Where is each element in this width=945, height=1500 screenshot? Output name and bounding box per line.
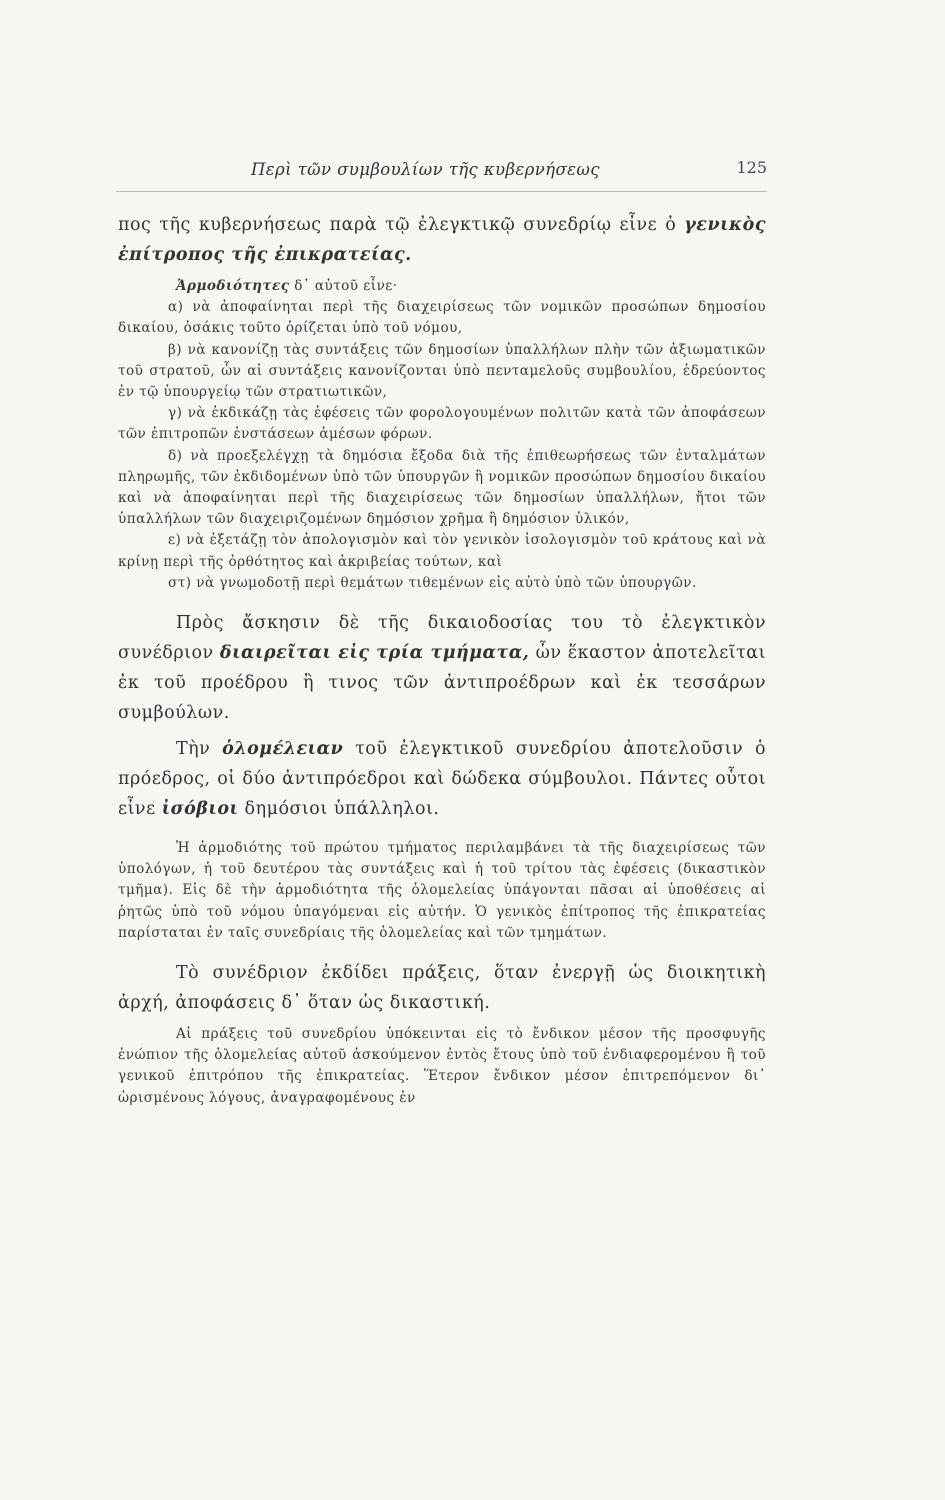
running-title: Περὶ τῶν συμβουλίων τῆς κυβερνήσεως [251,160,600,179]
emphasis-lifelong: ἰσόβιοι [161,799,239,820]
text-run: πος τῆς κυβερνήσεως παρὰ τῷ ἐλεγκτικῷ συνεδρίῳ εἶνε ὁ [118,215,685,235]
list-item-b: β) νὰ κανονίζῃ τὰς συντάξεις τῶν δημοσίων ὑπαλλήλων πλὴν τῶν ἀξιωματικῶν τοῦ στρατοῦ, ὧν αἱ συντάξεις κανονίζονται ὑπὸ πενταμελοῦς συμβουλίου, ἑδρεύοντος ἐν τῷ ὑπουργείῳ τῶν στρατιωτικῶν, [118,341,766,401]
text-run: δ᾽ αὐτοῦ εἶνε· [289,278,398,294]
heading-competences: Ἁρμοδιότητες [176,278,290,294]
paragraph-jurisdiction: Ἡ ἁρμοδιότης τοῦ πρώτου τμήματος περιλαμβάνει τὰ τῆς διαχειρίσεως τῶν ὑπολόγων, ἡ τοῦ δευτέρου τὰς συντάξεις καὶ ἡ τοῦ τρίτου τὰς ἐφέσεις (δικαστικὸν τμῆμα). Εἰς δὲ τὴν ἁρμοδιότητα τῆς ὁλομελείας ὑπάγονται πᾶσαι αἱ ὑποθέσεις αἱ ῥητῶς ὑπὸ τοῦ νόμου ὑπαγόμεναι εἰς αὐτήν. Ὁ γενικὸς ἐπίτροπος τῆς ἐπικρατείας παρίσταται ἐν ταῖς συνεδρίαις τῆς ὁλομελείας καὶ τῶν τμημάτων. [118,840,766,941]
emphasis-general-commissioner: γενικὸς ἐπίτροπος τῆς ἐπικρατείας. [118,215,766,265]
text-run: Τὴν [176,739,223,760]
emphasis-three-sections: διαιρεῖται εἰς τρία τμήματα, [219,643,530,664]
emphasis-plenary: ὁλομέλειαν [222,739,344,760]
list-item-d: δ) νὰ προεξελέγχῃ τὰ δημόσια ἔξοδα διὰ τῆς ἐπιθεωρήσεως τῶν ἐνταλμάτων πληρωμῆς, τῶν ἐκδιδομένων ὑπὸ τῶν ὑπουργῶν ἢ νομικῶν προσώπων δημοσίου δικαίου καὶ νὰ ἀποφαίνηται περὶ τῆς διαχειρίσεως τῶν δημοσίων ὑπαλλήλων, ἤτοι τῶν ὑπαλλήλων τῶν διαχειριζομένων δημόσιον χρῆμα ἢ δημόσιον ὑλικόν, [118,447,766,528]
list-item-a: α) νὰ ἀποφαίνηται περὶ τῆς διαχειρίσεως τῶν νομικῶν προσώπων δημοσίου δικαίου, ὁσάκις τοῦτο ὁρίζεται ὑπὸ τοῦ νόμου, [118,299,766,337]
list-item-e: ε) νὰ ἐξετάζῃ τὸν ἀπολογισμὸν καὶ τὸν γενικὸν ἰσολογισμὸν τοῦ κράτους καὶ νὰ κρίνῃ περὶ τῆς ὀρθότητος καὶ ἀκριβείας τούτων, καὶ [118,532,766,570]
page-header [116,158,767,192]
text-run: τοῦ ἐλεγκτικοῦ συνεδρίου ἀποτελοῦσιν ὁ πρόεδρος, οἱ δύο ἀντιπρόεδροι καὶ δώδεκα σύμβουλοι. Πάντες οὗτοι εἶνε [118,739,766,820]
list-item-f: στ) νὰ γνωμοδοτῇ περὶ θεμάτων τιθεμένων εἰς αὐτὸ ὑπὸ τῶν ὑπουργῶν. [168,574,697,591]
header-rule [116,191,767,192]
text-run: ὧν ἕκαστον ἀποτελεῖται ἐκ τοῦ προέδρου ἢ τινος τῶν ἀντιπροέδρων καὶ ἐκ τεσσάρων συμβούλων. [118,643,766,724]
paragraph-appeals: Αἱ πράξεις τοῦ συνεδρίου ὑπόκεινται εἰς τὸ ἔνδικον μέσον τῆς προσφυγῆς ἐνώπιον τῆς ὁλομελείας αὐτοῦ ἀσκούμενον ἐντὸς ἔτους ὑπὸ τοῦ ἐνδιαφερομένου ἢ τοῦ γενικοῦ ἐπιτρόπου τῆς ἐπικρατείας. Ἕτερον ἔνδικον μέσον ἐπιτρεπόμενον δι᾽ ὡρισμένους λόγους, ἀναγραφομένους ἐν [118,1026,766,1106]
text-run: Πρὸς ἄσκησιν δὲ τῆς δικαιοδοσίας του τὸ ἐλεγκτικὸν συνέδριον [118,613,766,664]
paragraph-continuation [118,210,766,270]
paragraph-sections [118,608,766,728]
paragraph-competences [118,276,766,297]
page-body [118,210,766,1109]
list-item-c: γ) νὰ ἐκδικάζῃ τὰς ἐφέσεις τῶν φορολογουμένων πολιτῶν κατὰ τῶν ἀποφάσεων τῶν ἐπιτροπῶν ἐνστάσεων ἀμέσων φόρων. [118,405,766,443]
page-number: 125 [736,158,767,177]
paragraph-plenary [118,734,766,824]
paragraph-acts: Τὸ συνέδριον ἐκδίδει πράξεις, ὅταν ἐνεργῇ ὡς διοικητικὴ ἀρχή, ἀποφάσεις δ᾽ ὅταν ὡς δικαστική. [118,963,766,1014]
text-run: δημόσιοι ὑπάλληλοι. [238,799,440,820]
